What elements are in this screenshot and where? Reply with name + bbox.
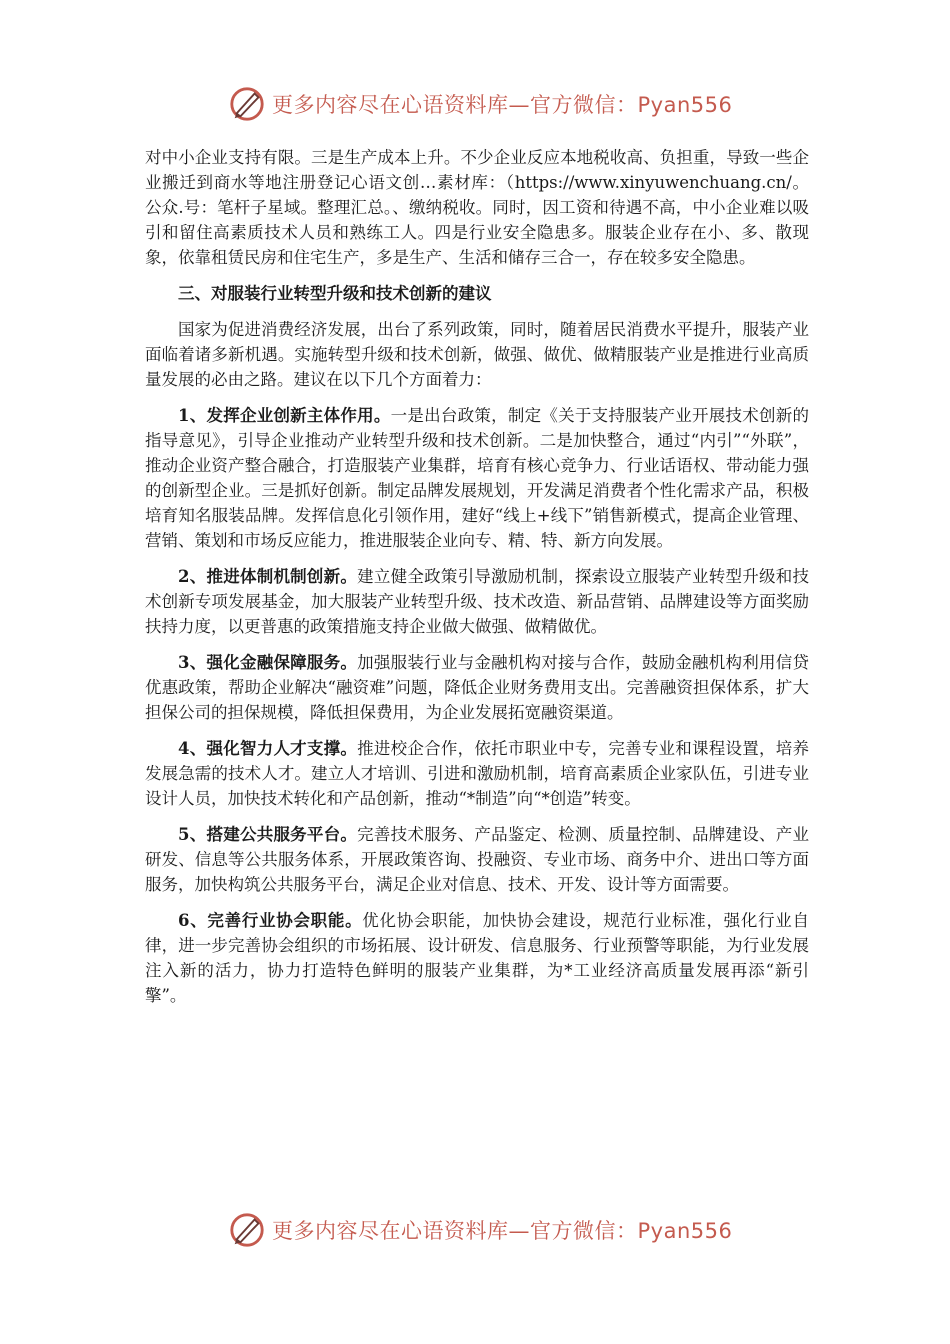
- suggestion-text: 一是出台政策，制定《关于支持服装产业开展技术创新的指导意见》，引导企业推动产业转型升级和技术创新。二是加快整合，通过“内引”“外联”，推动企业资产整合融合，打造服装产业集群，培育有核心竞争力、行业话语权、带动能力强的创新型企业。三是抓好创新。制定品牌发展规划，开发满足消费者个性化需求产品，积极培育知名服装品牌。发挥信息化引领作用，建好“线上+线下”销售新模式，提高企业管理、营销、策划和市场反应能力，推进服装企业向专、精、特、新方向发展。: [145, 406, 810, 550]
- section-heading: 三、对服装行业转型升级和技术创新的建议: [178, 284, 492, 303]
- suggestion-item-3: [145, 650, 809, 725]
- paragraph-intro: 国家为促进消费经济发展，出台了系列政策，同时，随着居民消费水平提升，服装产业面临着诸多新机遇。实施转型升级和技术创新，做强、做优、做精服装产业是推进行业高质量发展的必由之路。建议在以下几个方面着力：: [145, 320, 809, 389]
- suggestion-title: 6、完善行业协会职能。: [178, 911, 363, 930]
- pen-logo-icon: [228, 1211, 266, 1249]
- header-watermark-banner: [228, 84, 732, 124]
- suggestion-title: 2、推进体制机制创新。: [178, 567, 358, 586]
- suggestion-title: 5、搭建公共服务平台。: [178, 825, 358, 844]
- suggestion-text: 加强服装行业与金融机构对接与合作，鼓励金融机构利用信贷优惠政策，帮助企业解决“融资难”问题，降低企业财务费用支出。完善融资担保体系，扩大担保公司的担保规模，降低担保费用，为企业发展拓宽融资渠道。: [145, 653, 810, 722]
- suggestion-text: 建立健全政策引导激励机制，探索设立服装产业转型升级和技术创新专项发展基金，加大服装产业转型升级、技术改造、新品营销、品牌建设等方面奖励扶持力度，以更普惠的政策措施支持企业做大做强、做精做优。: [145, 567, 810, 636]
- paragraph-continued: 对中小企业支持有限。三是生产成本上升。不少企业反应本地税收高、负担重，导致一些企业搬迁到商水等地注册登记心语文创…素材库：（https://www.xinyuwenchuang.cn/。公众.号：笔杆子星域。整理汇总。、缴纳税收。同时，因工资和待遇不高，中小企业难以吸引和留住高素质技术人员和熟练工人。四是行业安全隐患多。服装企业存在小、多、散现象，依靠租赁民房和住宅生产，多是生产、生活和储存三合一，存在较多安全隐患。: [145, 148, 809, 267]
- suggestion-title: 3、强化金融保障服务。: [178, 653, 358, 672]
- pen-logo-icon: [228, 85, 266, 123]
- suggestion-title: 4、强化智力人才支撑。: [178, 739, 358, 758]
- watermark-text: 更多内容尽在心语资料库—官方微信：Pyan556: [272, 93, 733, 117]
- document-body: [145, 145, 809, 1019]
- footer-watermark-banner: [228, 1210, 732, 1250]
- suggestion-text: 推进校企合作，依托市职业中专，完善专业和课程设置，培养发展急需的技术人才。建立人才培训、引进和激励机制，培育高素质企业家队伍，引进专业设计人员，加快技术转化和产品创新，推动“*制造”向“*创造”转变。: [145, 739, 810, 808]
- suggestion-item-6: [145, 908, 809, 1008]
- suggestion-title: 1、发挥企业创新主体作用。: [178, 406, 391, 425]
- suggestion-item-5: [145, 822, 809, 897]
- watermark-text: 更多内容尽在心语资料库—官方微信：Pyan556: [272, 1219, 733, 1243]
- suggestion-text: 优化协会职能，加快协会建设，规范行业标准，强化行业自律，进一步完善协会组织的市场拓展、设计研发、信息服务、行业预警等职能，为行业发展注入新的活力，协力打造特色鲜明的服装产业集群，为*工业经济高质量发展再添“新引擎”。: [145, 911, 810, 1005]
- suggestion-item-4: [145, 736, 809, 811]
- suggestion-item-1: [145, 403, 809, 553]
- suggestion-item-2: [145, 564, 809, 639]
- suggestion-text: 完善技术服务、产品鉴定、检测、质量控制、品牌建设、产业研发、信息等公共服务体系，开展政策咨询、投融资、专业市场、商务中介、进出口等方面服务，加快构筑公共服务平台，满足企业对信息、技术、开发、设计等方面需要。: [145, 825, 810, 894]
